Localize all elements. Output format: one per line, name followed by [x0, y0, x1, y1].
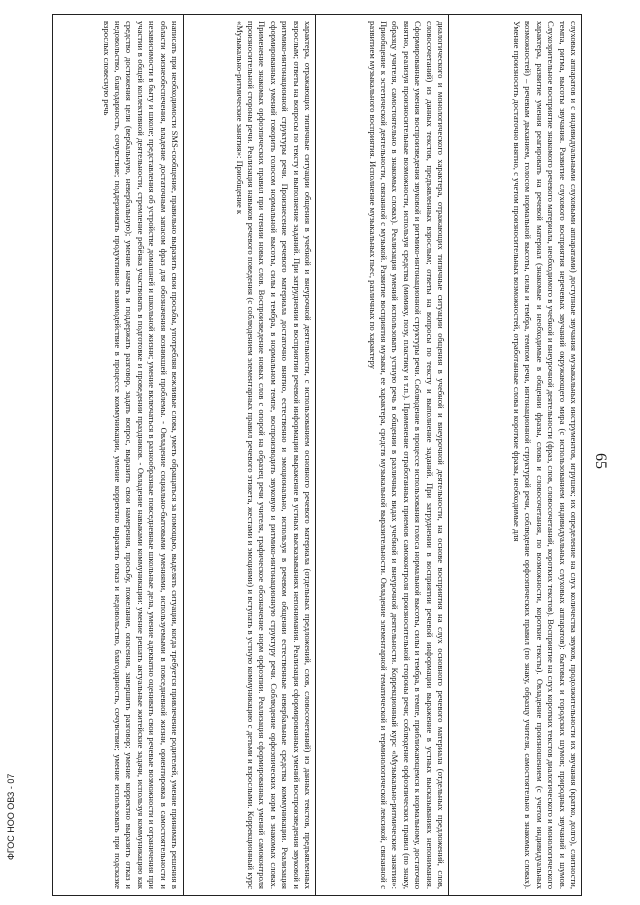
column-text: диалогического и монологического характера, отражающих типичные ситуации общения в учебной и внеурочной деятельности, на основе восприятия на слух основного речевого материала (отдельных предложений, слов, словосочетаний) из данных текстов, предъявленных взрослым; ответы на вопросы по тексту и выполнение заданий. При затруднении в восприятии речевой информации выражение в устных высказываниях непонимания. Сформированные умения воспроизведения звуковой и ритмико-интонационной структуры речи. Соблюдение в процессе использования голоса нормальной высоты, силы и тембра, в темпе, приближающемся к нормальному, достаточно внятно, реализуя произносительные возможности, используя средства (мимику, позу, пластику и т.п.). Применение отработанных приемов самоконтроля произносительной стороны речи; соблюдение орфоэпических правил (по знаку, образцу учителя, самостоятельно в знакомых словах). Реализация умений использовать устную речь в общении в различных видах учебной и внеурочной деятельности. Коррекционный курс «Музыкально-ритмические занятия»: Приобщение к эстетической деятельности, связанной с музыкой. Развитие восприятия музыки, ее характера, средств музыкальной выразительности. Овладение элементарной тематической и терминологической лексикой, связанной с развитием музыкального восприятия. Исполнение музыкальных пьес, различных по характеру	[367, 21, 446, 889]
column-text: характера, отражающих типичные ситуации общения в учебной и внеурочной деятельности, с использованием основного речевого материала (отдельных предложений, слов, словосочетаний) из данных текстов, предъявленных взрослым; ответы на вопросы по тексту и выполнение заданий. При затруднении в восприятии речевой информации выражение в устных высказываниях непонимания. Реализация сформированных умений воспроизведения звуковой и ритмико-интонационной структуры речи. Произнесение речевого материала достаточно внятно, естественно и эмоционально, используя в речевом общении естественные невербальные средства коммуникации. Реализация сформированных умений говорить голосом нормальной высоты, силы и тембра, в нормальном темпе, воспроизводить звуковую и ритмико-интонационную структуру речи. Соблюдение орфоэпических норм в знакомых словах. Применение знакомых орфоэпических правил при чтении новых слов. Воспроизведение новых слов с опорой на образец речи учителя, графическое обозначение норм орфоэпии. Реализация сформированных умений самоконтроля произносительной стороны речи. Реализация навыков речевого поведения (с соблюдением элементарных правил речевого этикета, жестами и эмоциями) и вступать в устную коммуникацию с детьми и взрослыми. Коррекционный курс «Музыкально-ритмические занятия»: Приобщение к	[234, 21, 313, 889]
standards-table	[52, 14, 582, 896]
table-column	[315, 15, 449, 895]
column-text: слуховых аппаратов и с индивидуальными слуховыми аппаратами) доступные звучания музыкальных инструментов, игрушек; их определение на слух количества звуков, продолжительности их звучания (кратко, долго), слитности, темпа, ритма, высоты звучания. Развитие слухового восприятия неречевых звучаний окружающего мира (с использованием индивидуальных слуховых аппаратов): бытовых и городских шумов; природных звучаний и шумов. Слухозрительное восприятие знакомого речевого материала, необходимого в учебной и внеурочной деятельности (фраз, слов, словосочетаний, коротких текстов). Восприятие на слух коротких текстов диалогического и монологического характера, развитие умения реагировать на речевой материал (знакомые и необходимые в общении фразы, слова и словосочетания, по возможности, короткие тексты). Овладение произношением (с учетом индивидуальных возможностей) – речевым дыханием, голосом нормальной высоты, силы и тембра, темпом речи, интонационной структурой речи, соблюдение орфоэпических правил (по знаку, образцу учителя, самостоятельно в знакомых словах). Умение произносить достаточно внятно, с учетом произносительных возможностей, отработанные слова и короткие фразы, необходимые для	[511, 21, 579, 889]
table-column	[448, 15, 582, 895]
column-text: написать при необходимости SMS-сообщение, правильно выразить свои просьбы, употребляя вежливые слова, уметь обращаться за помощью, выделять ситуации, когда требуется привлечение родителей, умение принимать решения в области жизнеобеспечения, владение достаточным запасом фраз для обозначения возникшей проблемы. - Овладение социально-бытовыми умениями, используемыми в повседневной жизни, ориентировка в самостоятельности и независимости в быту и школе; представления об устройстве домашней и школьной жизни; умение включаться в разнообразные повседневные школьные дела, умение адекватно оценивать свои речевые возможности и ограничения при участии в общей коллективной деятельности, стремление ребёнка участвовать в подготовке и проведении праздников. - Овладение навыками коммуникации: умение решать актуальные житейские задачи, используя коммуникацию как средство достижения цели (вербальную, невербальную); умение начать и поддержать разговор, задать вопрос, выразить свои намерения, просьбу, пожелание, опасения, завершить разговор; умение корректно выразить отказ и недовольство, благодарность, сочувствие; поддерживать продуктивное взаимодействие в процессе коммуникации, умение корректно выразить отказ и недовольство, благодарность, сочувствие; умение использовать при подсказке взрослых словесную речь	[101, 21, 180, 889]
page-number: 65	[592, 453, 609, 469]
table-column	[183, 15, 316, 895]
footer-label: ФГОС НОО ОВЗ - 07	[6, 773, 16, 860]
table-column	[53, 15, 183, 895]
